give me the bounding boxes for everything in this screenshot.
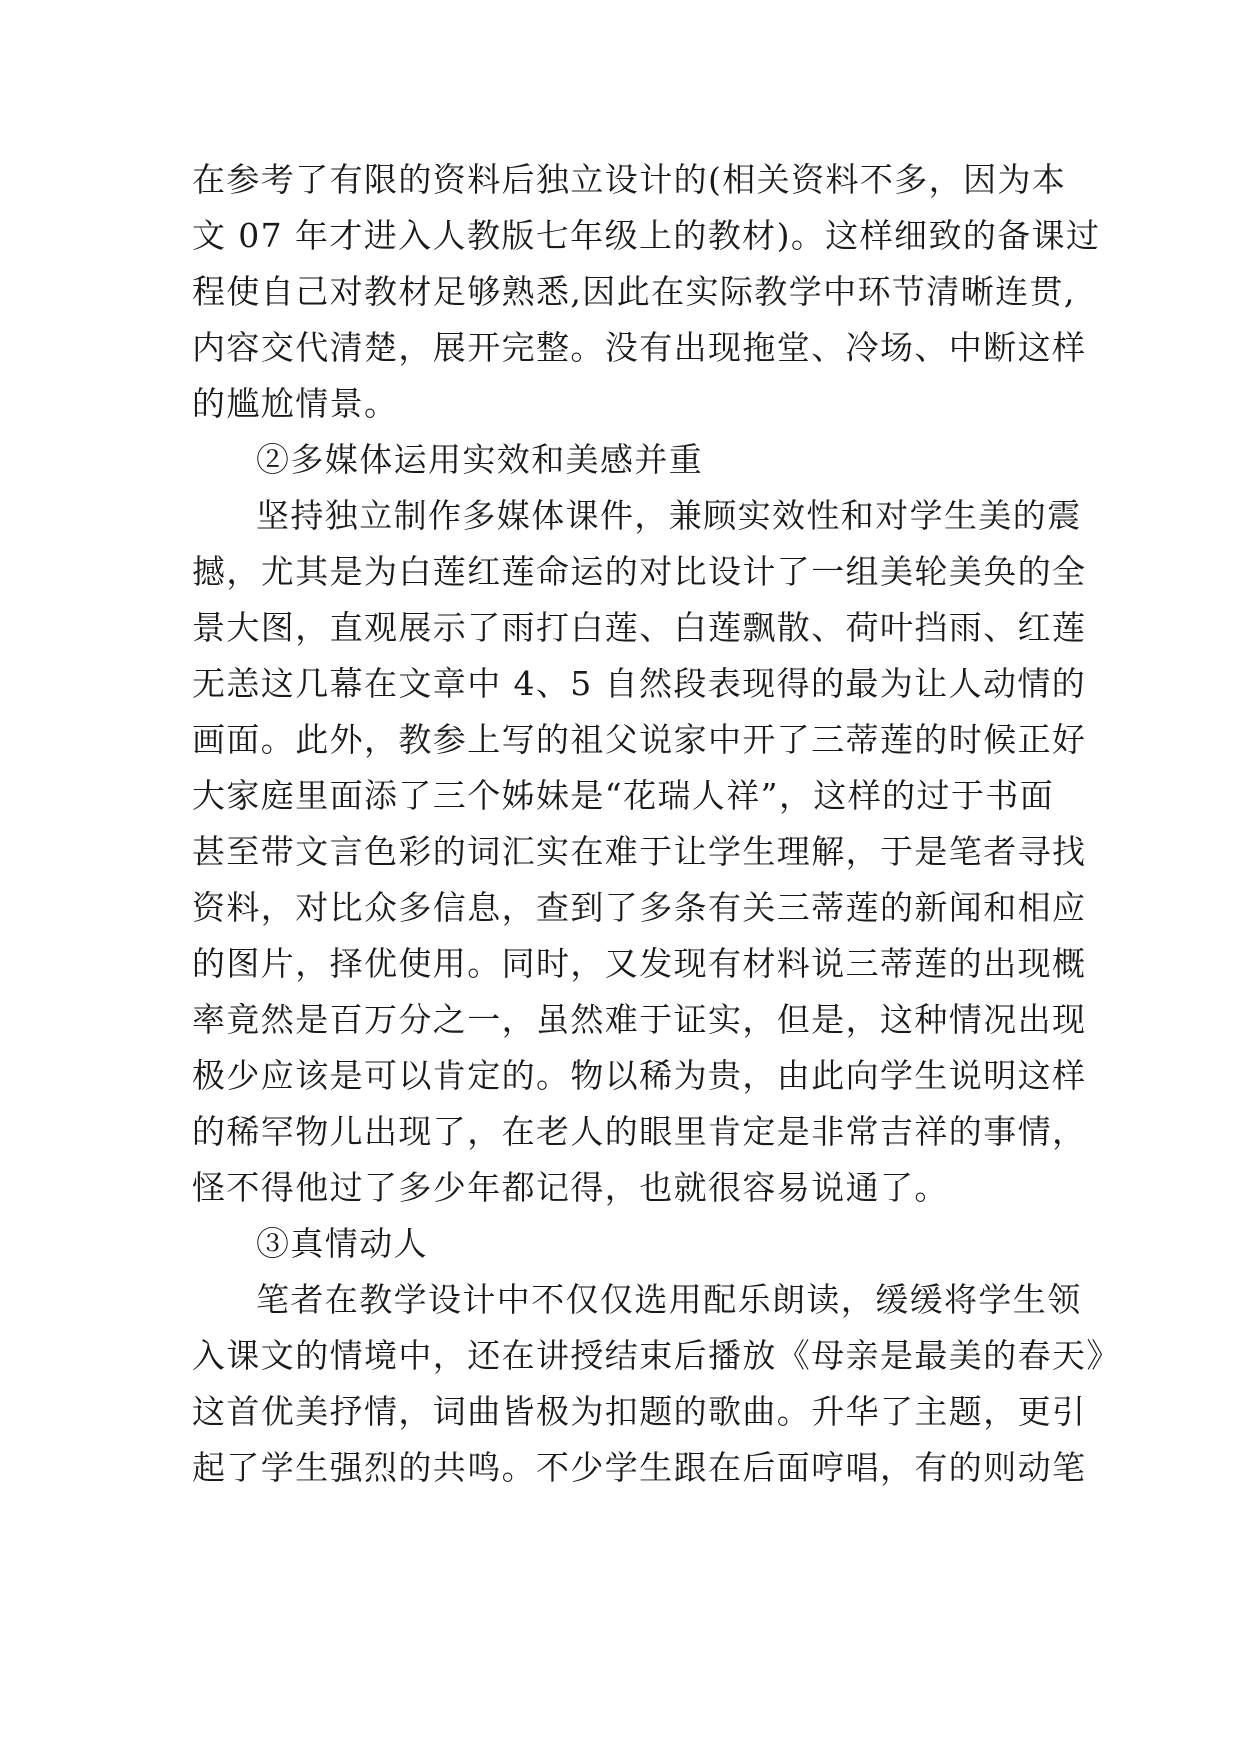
text-line: 资料，对比众多信息，查到了多条有关三蒂莲的新闻和相应 <box>192 888 1087 927</box>
text-line: 率竟然是百万分之一，虽然难于证实，但是，这种情况出现 <box>192 1000 1087 1039</box>
text-line: 文 07 年才进入人教版七年级上的教材)。这样细致的备课过 <box>192 216 1101 255</box>
text-line: 的稀罕物儿出现了，在老人的眼里肯定是非常吉祥的事情， <box>192 1112 1087 1151</box>
text-line: 的图片，择优使用。同时，又发现有材料说三蒂莲的出现概 <box>192 944 1087 983</box>
text-line: 大家庭里面添了三个姊妹是“花瑞人祥”，这样的过于书面 <box>192 776 1055 815</box>
text-line: 景大图，直观展示了雨打白莲、白莲飘散、荷叶挡雨、红莲 <box>192 608 1087 647</box>
section-heading: ③真情动人 <box>256 1224 428 1263</box>
text-line: 这首优美抒情，词曲皆极为扣题的歌曲。升华了主题，更引 <box>192 1392 1087 1431</box>
text-line: 画面。此外，教参上写的祖父说家中开了三蒂莲的时候正好 <box>192 720 1087 759</box>
text-line: 怪不得他过了多少年都记得，也就很容易说通了。 <box>192 1168 949 1207</box>
text-line: 起了学生强烈的共鸣。不少学生跟在后面哼唱，有的则动笔 <box>192 1448 1087 1487</box>
text-line: 的尴尬情景。 <box>192 384 399 423</box>
text-line: 内容交代清楚，展开完整。没有出现拖堂、冷场、中断这样 <box>192 328 1087 367</box>
text-line: 撼，尤其是为白莲红莲命运的对比设计了一组美轮美奂的全 <box>192 552 1087 591</box>
text-line: 极少应该是可以肯定的。物以稀为贵，由此向学生说明这样 <box>192 1056 1087 1095</box>
paragraph-first-line: 坚持独立制作多媒体课件，兼顾实效性和对学生美的震 <box>256 496 1082 535</box>
text-line: 在参考了有限的资料后独立设计的(相关资料不多，因为本 <box>192 160 1067 199</box>
section-heading: ②多媒体运用实效和美感并重 <box>256 440 704 479</box>
text-line: 无恙这几幕在文章中 4、5 自然段表现得的最为让人动情的 <box>192 664 1087 703</box>
text-line: 入课文的情境中，还在讲授结束后播放《母亲是最美的春天》 <box>192 1336 1121 1375</box>
text-line: 程使自己对教材足够熟悉,因此在实际教学中环节清晰连贯, <box>192 272 1076 311</box>
paragraph-first-line: 笔者在教学设计中不仅仅选用配乐朗读，缓缓将学生领 <box>256 1280 1082 1319</box>
text-line: 甚至带文言色彩的词汇实在难于让学生理解，于是笔者寻找 <box>192 832 1087 871</box>
